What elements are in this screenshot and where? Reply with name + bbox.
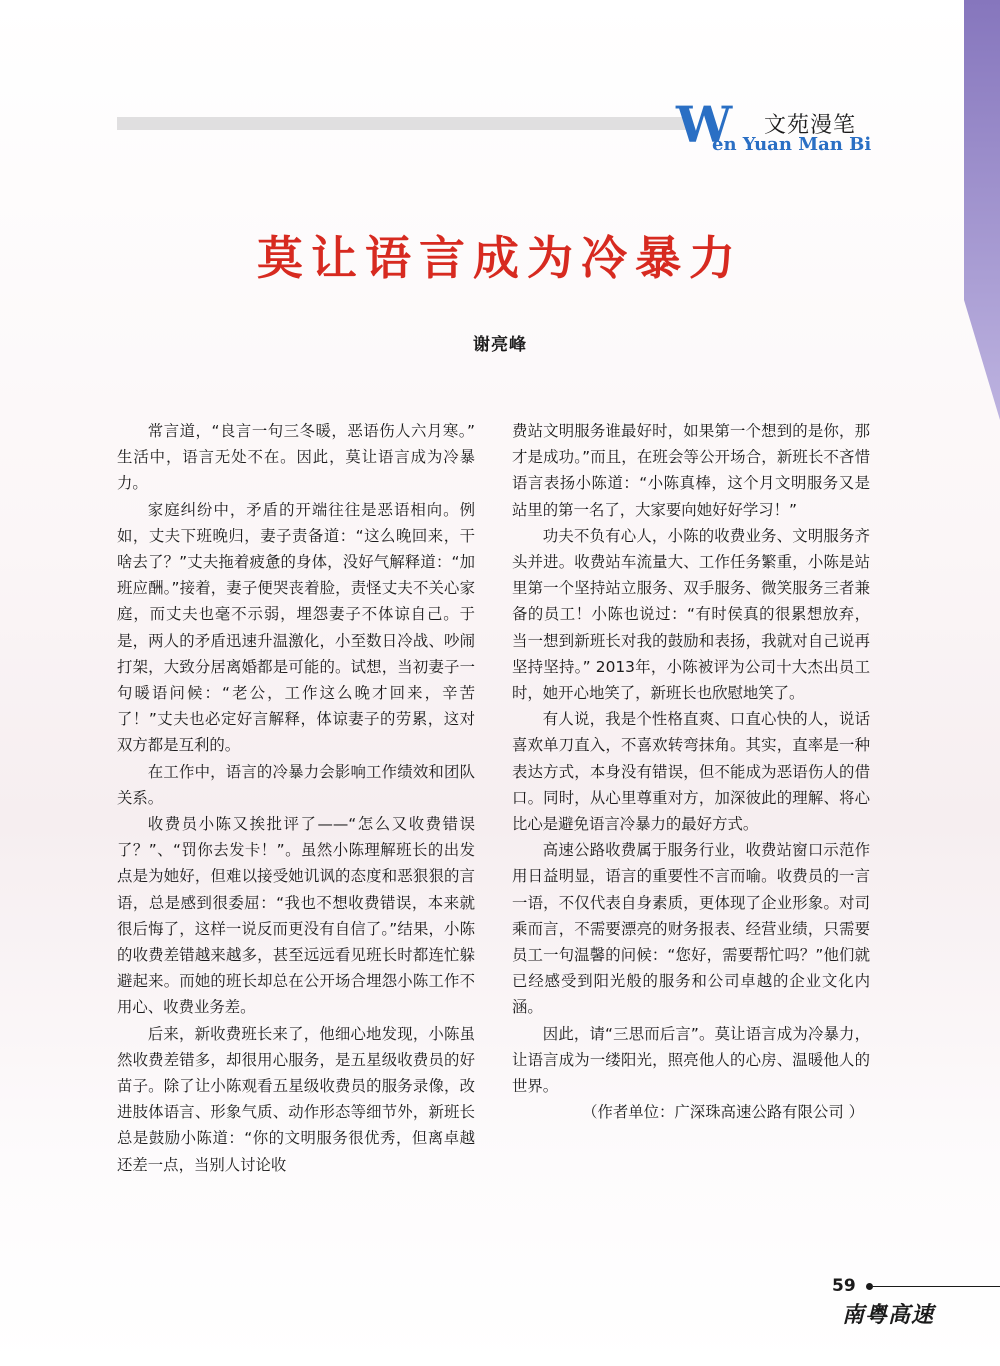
section-initial-letter: W: [676, 95, 733, 154]
paragraph: 收费员小陈又挨批评了——“怎么又收费错误了？”、“罚你去发卡！”。虽然小陈理解班长的出发点是为她好，但难以接受她讥讽的态度和恶狠狠的言语，总是感到很委屈：“我也不想收费错误，本来就很后悔了，这样一说反而更没有自信了。”结果，小陈的收费差错越来越多，甚至远远看见班长时都连忙躲避起来。而她的班长却总在公开场合埋怨小陈工作不用心、收费业务差。: [117, 815, 475, 1017]
author-affiliation: （作者单位：广深珠高速公路有限公司 ）: [582, 1103, 864, 1122]
article-author: 谢亮峰: [473, 335, 527, 355]
paragraph: 常言道，“良言一句三冬暖，恶语伤人六月寒。” 生活中，语言无处不在。因此，莫让语言成为冷暴力。: [117, 422, 475, 493]
paragraph: 费站文明服务谁最好时，如果第一个想到的是你，那才是成功。”而且，在班会等公开场合，新班长不吝惜语言表扬小陈道：“小陈真棒，这个月文明服务又是站里的第一名了，大家要向她好好学习！”: [512, 422, 870, 519]
paragraph: 因此，请“三思而后言”。莫让语言成为冷暴力，让语言成为一缕阳光，照亮他人的心房、温暖他人的世界。: [512, 1024, 870, 1096]
article-column-right: [512, 418, 870, 1125]
magazine-logo: 南粤高速: [842, 1302, 935, 1328]
page-number: 59: [832, 1276, 856, 1296]
paragraph: 功夫不负有心人，小陈的收费业务、文明服务齐头并进。收费站车流量大、工作任务繁重，小陈是站里第一个坚持站立服务、双手服务、微笑服务三者兼备的员工！小陈也说过：“有时侯真的很累想放弃，当一想到新班长对我的鼓励和表扬，我就对自己说再坚持坚持。” 2013年，小陈被评为公司十大杰出员工时，她开心地笑了，新班长也欣慰地笑了。: [512, 526, 870, 703]
paragraph: 有人说，我是个性格直爽、口直心快的人，说话喜欢单刀直入，不喜欢转弯抹角。其实，直率是一种表达方式，本身没有错误，但不能成为恶语伤人的借口。同时，从心里尊重对方，加深彼此的理解、将心比心是避免语言冷暴力的最好方式。: [512, 710, 870, 834]
paragraph: 高速公路收费属于服务行业，收费站窗口示范作用日益明显，语言的重要性不言而喻。收费员的一言一语，不仅代表自身素质，更体现了企业形象。对司乘而言，不需要漂亮的财务报表、经营业绩，只需要员工一句温馨的问候：“您好，需要帮忙吗？”他们就已经感受到阳光般的服务和公司卓越的企业文化内涵。: [512, 841, 870, 1017]
paragraph: 后来，新收费班长来了，他细心地发现，小陈虽然收费差错多，却很用心服务，是五星级收费员的好苗子。除了让小陈观看五星级收费员的服务录像，改进肢体语言、形象气质、动作形态等细节外，新班长总是鼓励小陈道：“你的文明服务很优秀，但离卓越还差一点，当别人讨论收: [117, 1024, 475, 1174]
paragraph: 家庭纠纷中，矛盾的开端往往是恶语相向。例如，丈夫下班晚归，妻子责备道：“这么晚回来，干啥去了？”丈夫拖着疲惫的身体，没好气解释道：“加班应酬。”接着，妻子便哭丧着脸，责怪丈夫不关心家庭，而丈夫也毫不示弱，埋怨妻子不体谅自己。于是，两人的矛盾迅速升温激化，小至数日冷战、吵闹打架，大致分居离婚都是可能的。试想，当初妻子一句暖语问候：“老公，工作这么晚才回来，辛苦了！”丈夫也必定好言解释，体谅妻子的劳累，这对双方都是互利的。: [117, 500, 475, 755]
article-title: 莫让语言成为冷暴力: [257, 231, 743, 285]
article-column-left: [117, 418, 475, 1178]
section-title-chinese: 文苑漫笔: [764, 113, 857, 138]
page-number-dot: [866, 1283, 873, 1290]
paragraph: 在工作中，语言的冷暴力会影响工作绩效和团队关系。: [117, 762, 475, 807]
purple-corner-tab: [964, 0, 1000, 420]
section-header-bar: [117, 117, 687, 130]
section-title-pinyin: en Yuan Man Bi: [712, 134, 872, 155]
footer-rule: [873, 1286, 1000, 1287]
